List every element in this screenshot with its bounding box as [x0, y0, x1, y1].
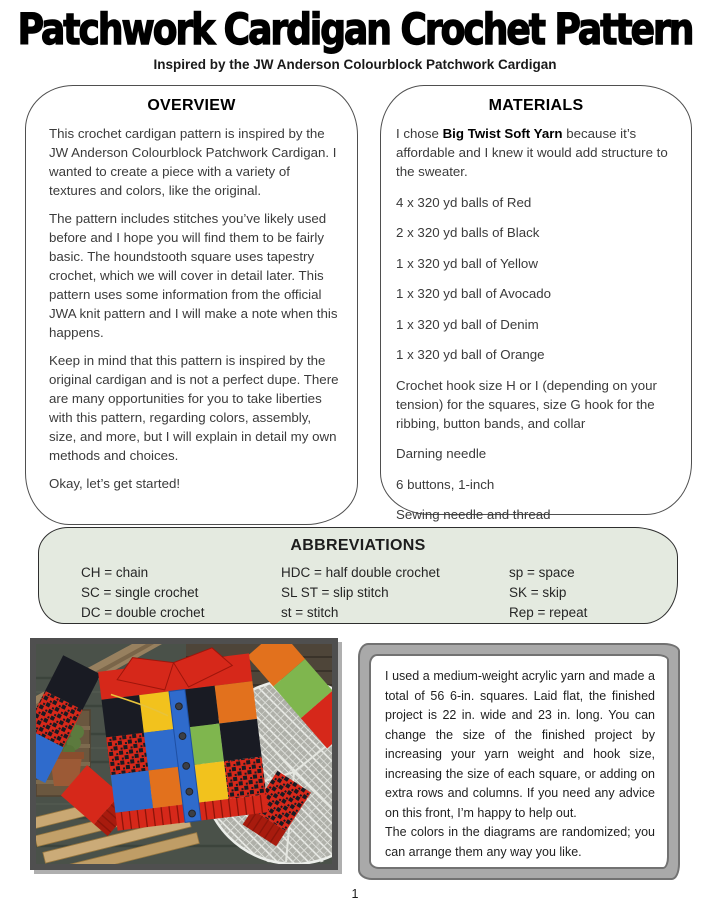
materials-intro [396, 124, 679, 181]
abbreviation-item: SL ST = slip stitch [281, 585, 389, 600]
overview-paragraph: This crochet cardigan pattern is inspired by the JW Anderson Colourblock Patchwork Cardigan. I wanted to create a piece with a variety of textures and colors, like the original. [49, 126, 337, 198]
overview-paragraph: Okay, let’s get started! [49, 476, 181, 491]
abbreviation-item: st = stitch [281, 605, 339, 620]
overview-paragraph: Keep in mind that this pattern is inspired by the original cardigan and is not a perfect dupe. There are many opportunities for you to take liberties with this pattern, regarding colors, assembly, size, and more, but I will explain in detail my own methods and choices. [49, 353, 339, 463]
materials-item: 1 x 320 yd ball of Yellow [396, 255, 538, 271]
page-title: Patchwork Cardigan Crochet Pattern [17, 6, 693, 55]
abbreviations-column-1 [81, 563, 204, 623]
abbreviations-column-3 [509, 563, 587, 623]
materials-item: 1 x 320 yd ball of Orange [396, 347, 545, 362]
abbreviations-heading: ABBREVIATIONS [290, 537, 426, 554]
materials-item: 6 buttons, 1-inch [396, 476, 495, 492]
abbreviation-item: SK = skip [509, 585, 567, 600]
note-box-inner [369, 654, 669, 869]
cardigan-photo [30, 638, 338, 870]
overview-heading: OVERVIEW [147, 97, 236, 114]
note-paragraph: The colors in the diagrams are randomized; you can arrange them any way you like. [385, 825, 655, 859]
materials-item: Sewing needle and thread [396, 507, 551, 522]
abbreviation-item: CH = chain [81, 565, 149, 580]
materials-intro-suffix: because it’s affordable and I knew it would add structure to the sweater. [396, 126, 668, 179]
materials-item: Darning needle [396, 446, 487, 461]
abbreviations-column-2 [281, 563, 440, 623]
materials-item: 1 x 320 yd ball of Denim [396, 316, 539, 332]
note-paragraph: I used a medium-weight acrylic yarn and made a total of 56 6-in. squares. Laid flat, the finished project is 22 in. wide and 23 in. long. You can change the size of the finished project by increasing your yarn weight and hook size, increasing the size of each square, or adding on extra rows and columns. If you need any advice on this front, I’m happy to help out. [385, 669, 655, 820]
materials-heading: MATERIALS [488, 97, 584, 114]
materials-item: 4 x 320 yd balls of Red [396, 194, 532, 210]
abbreviation-item: Rep = repeat [509, 605, 588, 620]
abbreviation-item: sp = space [509, 565, 575, 580]
materials-intro-prefix: I chose [396, 126, 443, 141]
materials-item: Crochet hook size H or I (depending on your tension) for the squares, size G hook for the ribbing, button bands, and collar [396, 377, 657, 431]
cardigan-photo-illustration [36, 644, 332, 864]
abbreviation-item: DC = double crochet [81, 605, 205, 620]
page-number: 1 [351, 887, 359, 901]
materials-item: 1 x 320 yd ball of Avocado [396, 286, 551, 301]
page-subtitle: Inspired by the JW Anderson Colourblock Patchwork Cardigan [153, 57, 557, 72]
note-box [358, 643, 680, 880]
materials-yarn-name: Big Twist Soft Yarn [442, 126, 563, 141]
overview-box [25, 85, 358, 525]
abbreviations-box [38, 527, 678, 624]
materials-item: 2 x 320 yd balls of Black [396, 225, 540, 240]
overview-paragraph: The pattern includes stitches you’ve likely used before and I hope you will find them to be fairly basic. The houndstooth square uses tapestry crochet, which we will cover in detail later. This pattern uses some information from the official JWA knit pattern and I will make a note when this happens. [49, 211, 338, 340]
abbreviation-item: HDC = half double crochet [281, 565, 440, 580]
materials-box [380, 85, 692, 522]
abbreviation-item: SC = single crochet [81, 585, 199, 600]
